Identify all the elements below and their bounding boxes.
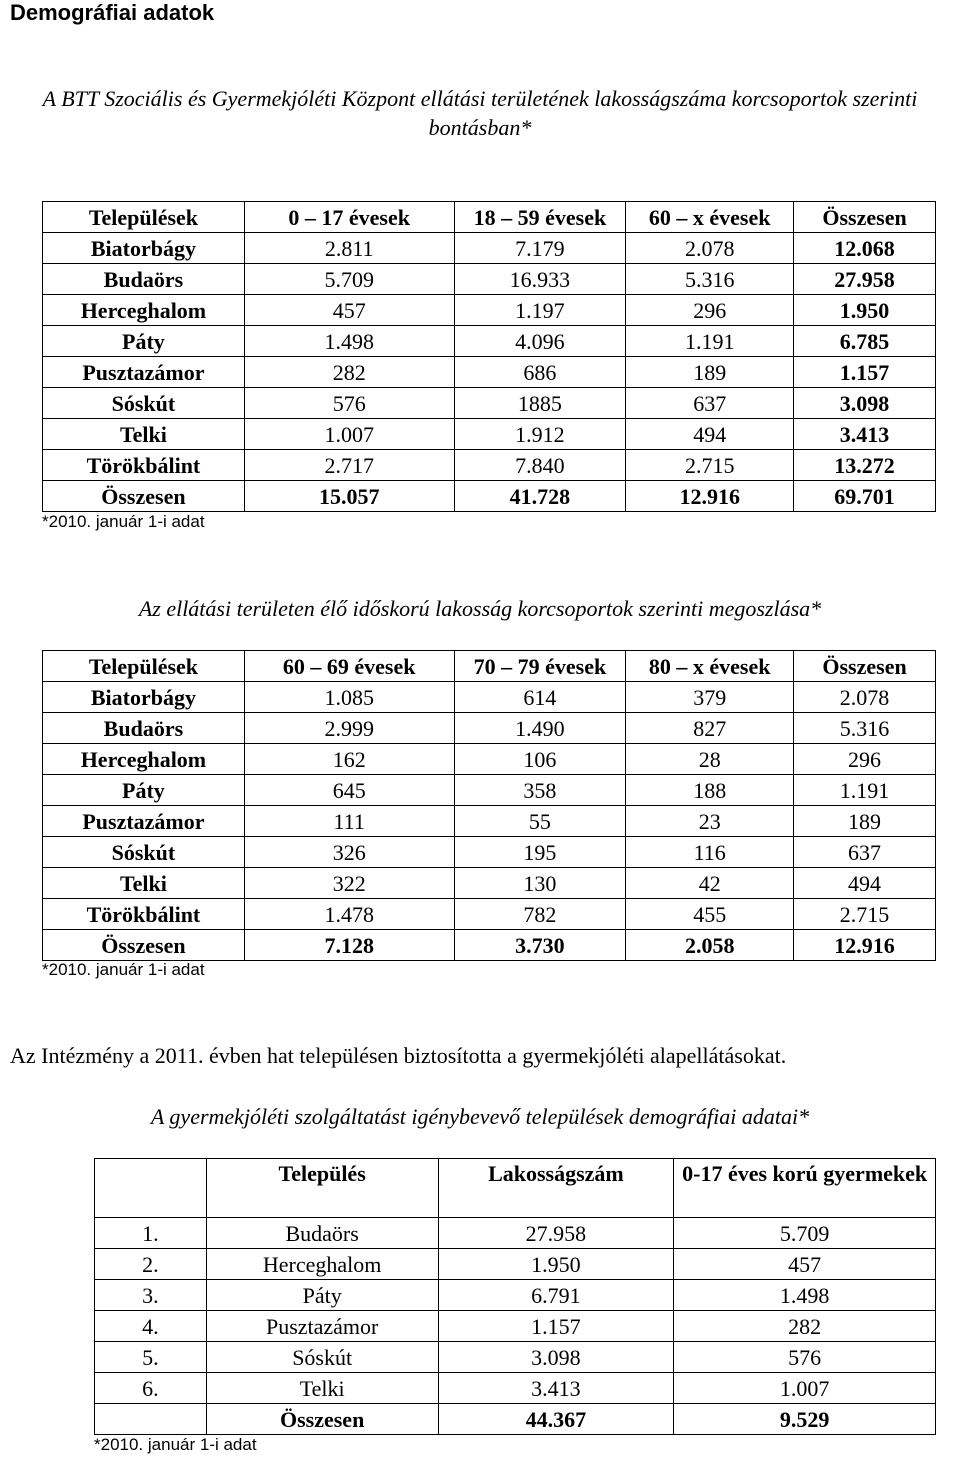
table-row bbox=[95, 1249, 936, 1280]
table-cell: 686 bbox=[454, 357, 626, 388]
table-cell: 12.916 bbox=[626, 481, 794, 512]
table-cell: 614 bbox=[454, 682, 626, 713]
table-cell: 69.701 bbox=[794, 481, 936, 512]
table-cell: 1.490 bbox=[454, 713, 626, 744]
table-row bbox=[95, 1311, 936, 1342]
table-row bbox=[95, 1342, 936, 1373]
table-row bbox=[43, 326, 936, 357]
table-cell: 2.715 bbox=[794, 899, 936, 930]
column-header: Települések bbox=[43, 202, 245, 233]
table-cell: 6. bbox=[95, 1373, 207, 1404]
table-cell: 3.413 bbox=[794, 419, 936, 450]
table-cell: Törökbálint bbox=[43, 899, 245, 930]
column-header: 0 – 17 évesek bbox=[244, 202, 454, 233]
table-cell: 1.478 bbox=[244, 899, 454, 930]
table-cell: Telki bbox=[43, 868, 245, 899]
table-cell: 322 bbox=[244, 868, 454, 899]
table-cell: 188 bbox=[626, 775, 794, 806]
table-cell: 7.840 bbox=[454, 450, 626, 481]
table-cell: Összesen bbox=[43, 930, 245, 961]
table-cell: Telki bbox=[43, 419, 245, 450]
table-cell: 576 bbox=[244, 388, 454, 419]
age-group-table bbox=[42, 201, 936, 512]
column-header: Összesen bbox=[794, 202, 936, 233]
table1-caption: A BTT Szociális és Gyermekjóléti Központ ellátási területének lakosságszáma korcsoportok szerinti bontásban* bbox=[42, 86, 918, 140]
table-cell: Összesen bbox=[206, 1404, 438, 1435]
table-cell: 7.128 bbox=[244, 930, 454, 961]
table-cell: 27.958 bbox=[438, 1218, 674, 1249]
table-cell: 2.058 bbox=[626, 930, 794, 961]
table-cell: 1.157 bbox=[438, 1311, 674, 1342]
table-row bbox=[43, 419, 936, 450]
table-cell: 3.098 bbox=[438, 1342, 674, 1373]
column-header: 0-17 éves korú gyermekek bbox=[674, 1159, 936, 1218]
table-cell: 457 bbox=[244, 295, 454, 326]
table-cell: 4. bbox=[95, 1311, 207, 1342]
table-row bbox=[95, 1373, 936, 1404]
table-cell: Budaörs bbox=[43, 713, 245, 744]
table3-footnote: *2010. január 1-i adat bbox=[94, 1435, 257, 1454]
column-header: Települések bbox=[43, 651, 245, 682]
table3-caption: A gyermekjóléti szolgáltatást igénybevevő települések demográfiai adatai* bbox=[150, 1104, 810, 1129]
table-cell: Sóskút bbox=[43, 837, 245, 868]
table-total-row bbox=[43, 481, 936, 512]
table-cell: 296 bbox=[794, 744, 936, 775]
table-row bbox=[43, 264, 936, 295]
table-cell: 55 bbox=[454, 806, 626, 837]
column-header: 60 – x évesek bbox=[626, 202, 794, 233]
table2-caption: Az ellátási területen élő időskorú lakosság korcsoportok szerinti megoszlása* bbox=[138, 596, 822, 621]
table-cell: Pusztazámor bbox=[43, 357, 245, 388]
table-cell: 1.912 bbox=[454, 419, 626, 450]
table-cell: 637 bbox=[626, 388, 794, 419]
table-cell: 28 bbox=[626, 744, 794, 775]
table-row bbox=[43, 806, 936, 837]
table-cell: 358 bbox=[454, 775, 626, 806]
table-cell: 189 bbox=[794, 806, 936, 837]
table-cell: 1.950 bbox=[438, 1249, 674, 1280]
table-cell: 379 bbox=[626, 682, 794, 713]
page-heading: Demográfiai adatok bbox=[10, 0, 215, 25]
table-cell: 106 bbox=[454, 744, 626, 775]
table-cell: 494 bbox=[626, 419, 794, 450]
table-cell: 1.191 bbox=[626, 326, 794, 357]
table-cell: 5.709 bbox=[674, 1218, 936, 1249]
table-cell: 23 bbox=[626, 806, 794, 837]
table-row bbox=[43, 450, 936, 481]
table-cell: 44.367 bbox=[438, 1404, 674, 1435]
table-total-row bbox=[95, 1404, 936, 1435]
table-total-row bbox=[43, 930, 936, 961]
table-cell: 15.057 bbox=[244, 481, 454, 512]
table-cell: 7.179 bbox=[454, 233, 626, 264]
table-cell: 1.498 bbox=[244, 326, 454, 357]
table-cell: 41.728 bbox=[454, 481, 626, 512]
table-cell: 1. bbox=[95, 1218, 207, 1249]
column-header: Lakosságszám bbox=[438, 1159, 674, 1218]
table-cell: 3.730 bbox=[454, 930, 626, 961]
table-cell: Biatorbágy bbox=[43, 233, 245, 264]
column-header: Település bbox=[206, 1159, 438, 1218]
table-cell: 116 bbox=[626, 837, 794, 868]
table-cell: 457 bbox=[674, 1249, 936, 1280]
table-cell: 3.098 bbox=[794, 388, 936, 419]
table-cell: 2.715 bbox=[626, 450, 794, 481]
table-cell: 13.272 bbox=[794, 450, 936, 481]
column-header: Összesen bbox=[794, 651, 936, 682]
table-cell: Herceghalom bbox=[43, 744, 245, 775]
column-header: 80 – x évesek bbox=[626, 651, 794, 682]
table-row bbox=[43, 713, 936, 744]
table-row bbox=[43, 295, 936, 326]
table-cell: 2.078 bbox=[626, 233, 794, 264]
table-cell: 195 bbox=[454, 837, 626, 868]
column-header: 18 – 59 évesek bbox=[454, 202, 626, 233]
table-cell: Sóskút bbox=[206, 1342, 438, 1373]
table-cell: Budaörs bbox=[43, 264, 245, 295]
table-cell: 2.717 bbox=[244, 450, 454, 481]
table-cell bbox=[95, 1404, 207, 1435]
table-cell: 1.085 bbox=[244, 682, 454, 713]
table-cell: 1.950 bbox=[794, 295, 936, 326]
table-cell: Pusztazámor bbox=[43, 806, 245, 837]
table1-footnote: *2010. január 1-i adat bbox=[42, 512, 205, 531]
table-cell: 2.078 bbox=[794, 682, 936, 713]
table-cell: Sóskút bbox=[43, 388, 245, 419]
table-cell: Pusztazámor bbox=[206, 1311, 438, 1342]
table-cell: 1885 bbox=[454, 388, 626, 419]
table-cell: 162 bbox=[244, 744, 454, 775]
table-row bbox=[43, 744, 936, 775]
column-header: 60 – 69 évesek bbox=[244, 651, 454, 682]
table-cell: 27.958 bbox=[794, 264, 936, 295]
table-cell: 3. bbox=[95, 1280, 207, 1311]
table-cell: 4.096 bbox=[454, 326, 626, 357]
table-cell: 3.413 bbox=[438, 1373, 674, 1404]
table-row bbox=[43, 682, 936, 713]
table-cell: 1.498 bbox=[674, 1280, 936, 1311]
table2-footnote: *2010. január 1-i adat bbox=[42, 960, 205, 979]
table-cell: 282 bbox=[244, 357, 454, 388]
table-header-row bbox=[95, 1159, 936, 1218]
table-cell: 9.529 bbox=[674, 1404, 936, 1435]
table-row bbox=[43, 388, 936, 419]
table-cell: 5.316 bbox=[626, 264, 794, 295]
table-cell: 576 bbox=[674, 1342, 936, 1373]
table-cell: 1.007 bbox=[674, 1373, 936, 1404]
table-cell: Biatorbágy bbox=[43, 682, 245, 713]
table-cell: Telki bbox=[206, 1373, 438, 1404]
table-cell: 2.999 bbox=[244, 713, 454, 744]
table-cell: 282 bbox=[674, 1311, 936, 1342]
table-cell: 111 bbox=[244, 806, 454, 837]
table-row bbox=[43, 233, 936, 264]
table-cell: 494 bbox=[794, 868, 936, 899]
table-cell: 16.933 bbox=[454, 264, 626, 295]
table-row bbox=[43, 775, 936, 806]
table-cell: 42 bbox=[626, 868, 794, 899]
table-header-row bbox=[43, 202, 936, 233]
table-cell: 1.197 bbox=[454, 295, 626, 326]
table-cell: 1.007 bbox=[244, 419, 454, 450]
table-cell: Páty bbox=[43, 775, 245, 806]
table-row bbox=[43, 868, 936, 899]
table-row bbox=[43, 357, 936, 388]
table-row bbox=[95, 1218, 936, 1249]
table-cell: 130 bbox=[454, 868, 626, 899]
table-cell: Összesen bbox=[43, 481, 245, 512]
table-header-row bbox=[43, 651, 936, 682]
table-row bbox=[43, 899, 936, 930]
table-row bbox=[95, 1280, 936, 1311]
elderly-age-table bbox=[42, 650, 936, 961]
table-cell: Törökbálint bbox=[43, 450, 245, 481]
table-cell: 2. bbox=[95, 1249, 207, 1280]
table-cell: 5.709 bbox=[244, 264, 454, 295]
column-header bbox=[95, 1159, 207, 1218]
table-cell: 12.916 bbox=[794, 930, 936, 961]
table-cell: 189 bbox=[626, 357, 794, 388]
table-cell: 782 bbox=[454, 899, 626, 930]
institution-paragraph: Az Intézmény a 2011. évben hat településen biztosította a gyermekjóléti alapellátásokat. bbox=[10, 1043, 787, 1068]
table-cell: 2.811 bbox=[244, 233, 454, 264]
table-cell: Herceghalom bbox=[206, 1249, 438, 1280]
table-cell: 12.068 bbox=[794, 233, 936, 264]
table-cell: 5.316 bbox=[794, 713, 936, 744]
table-cell: 296 bbox=[626, 295, 794, 326]
table-cell: 326 bbox=[244, 837, 454, 868]
table-cell: 5. bbox=[95, 1342, 207, 1373]
table-cell: 645 bbox=[244, 775, 454, 806]
table-cell: 1.191 bbox=[794, 775, 936, 806]
table-cell: 827 bbox=[626, 713, 794, 744]
table-cell: Páty bbox=[43, 326, 245, 357]
table-cell: 637 bbox=[794, 837, 936, 868]
table-cell: Budaörs bbox=[206, 1218, 438, 1249]
table-cell: 6.791 bbox=[438, 1280, 674, 1311]
table-cell: Herceghalom bbox=[43, 295, 245, 326]
table-cell: 455 bbox=[626, 899, 794, 930]
table-cell: Páty bbox=[206, 1280, 438, 1311]
table-row bbox=[43, 837, 936, 868]
child-welfare-table bbox=[94, 1158, 936, 1435]
table-cell: 1.157 bbox=[794, 357, 936, 388]
table-cell: 6.785 bbox=[794, 326, 936, 357]
column-header: 70 – 79 évesek bbox=[454, 651, 626, 682]
